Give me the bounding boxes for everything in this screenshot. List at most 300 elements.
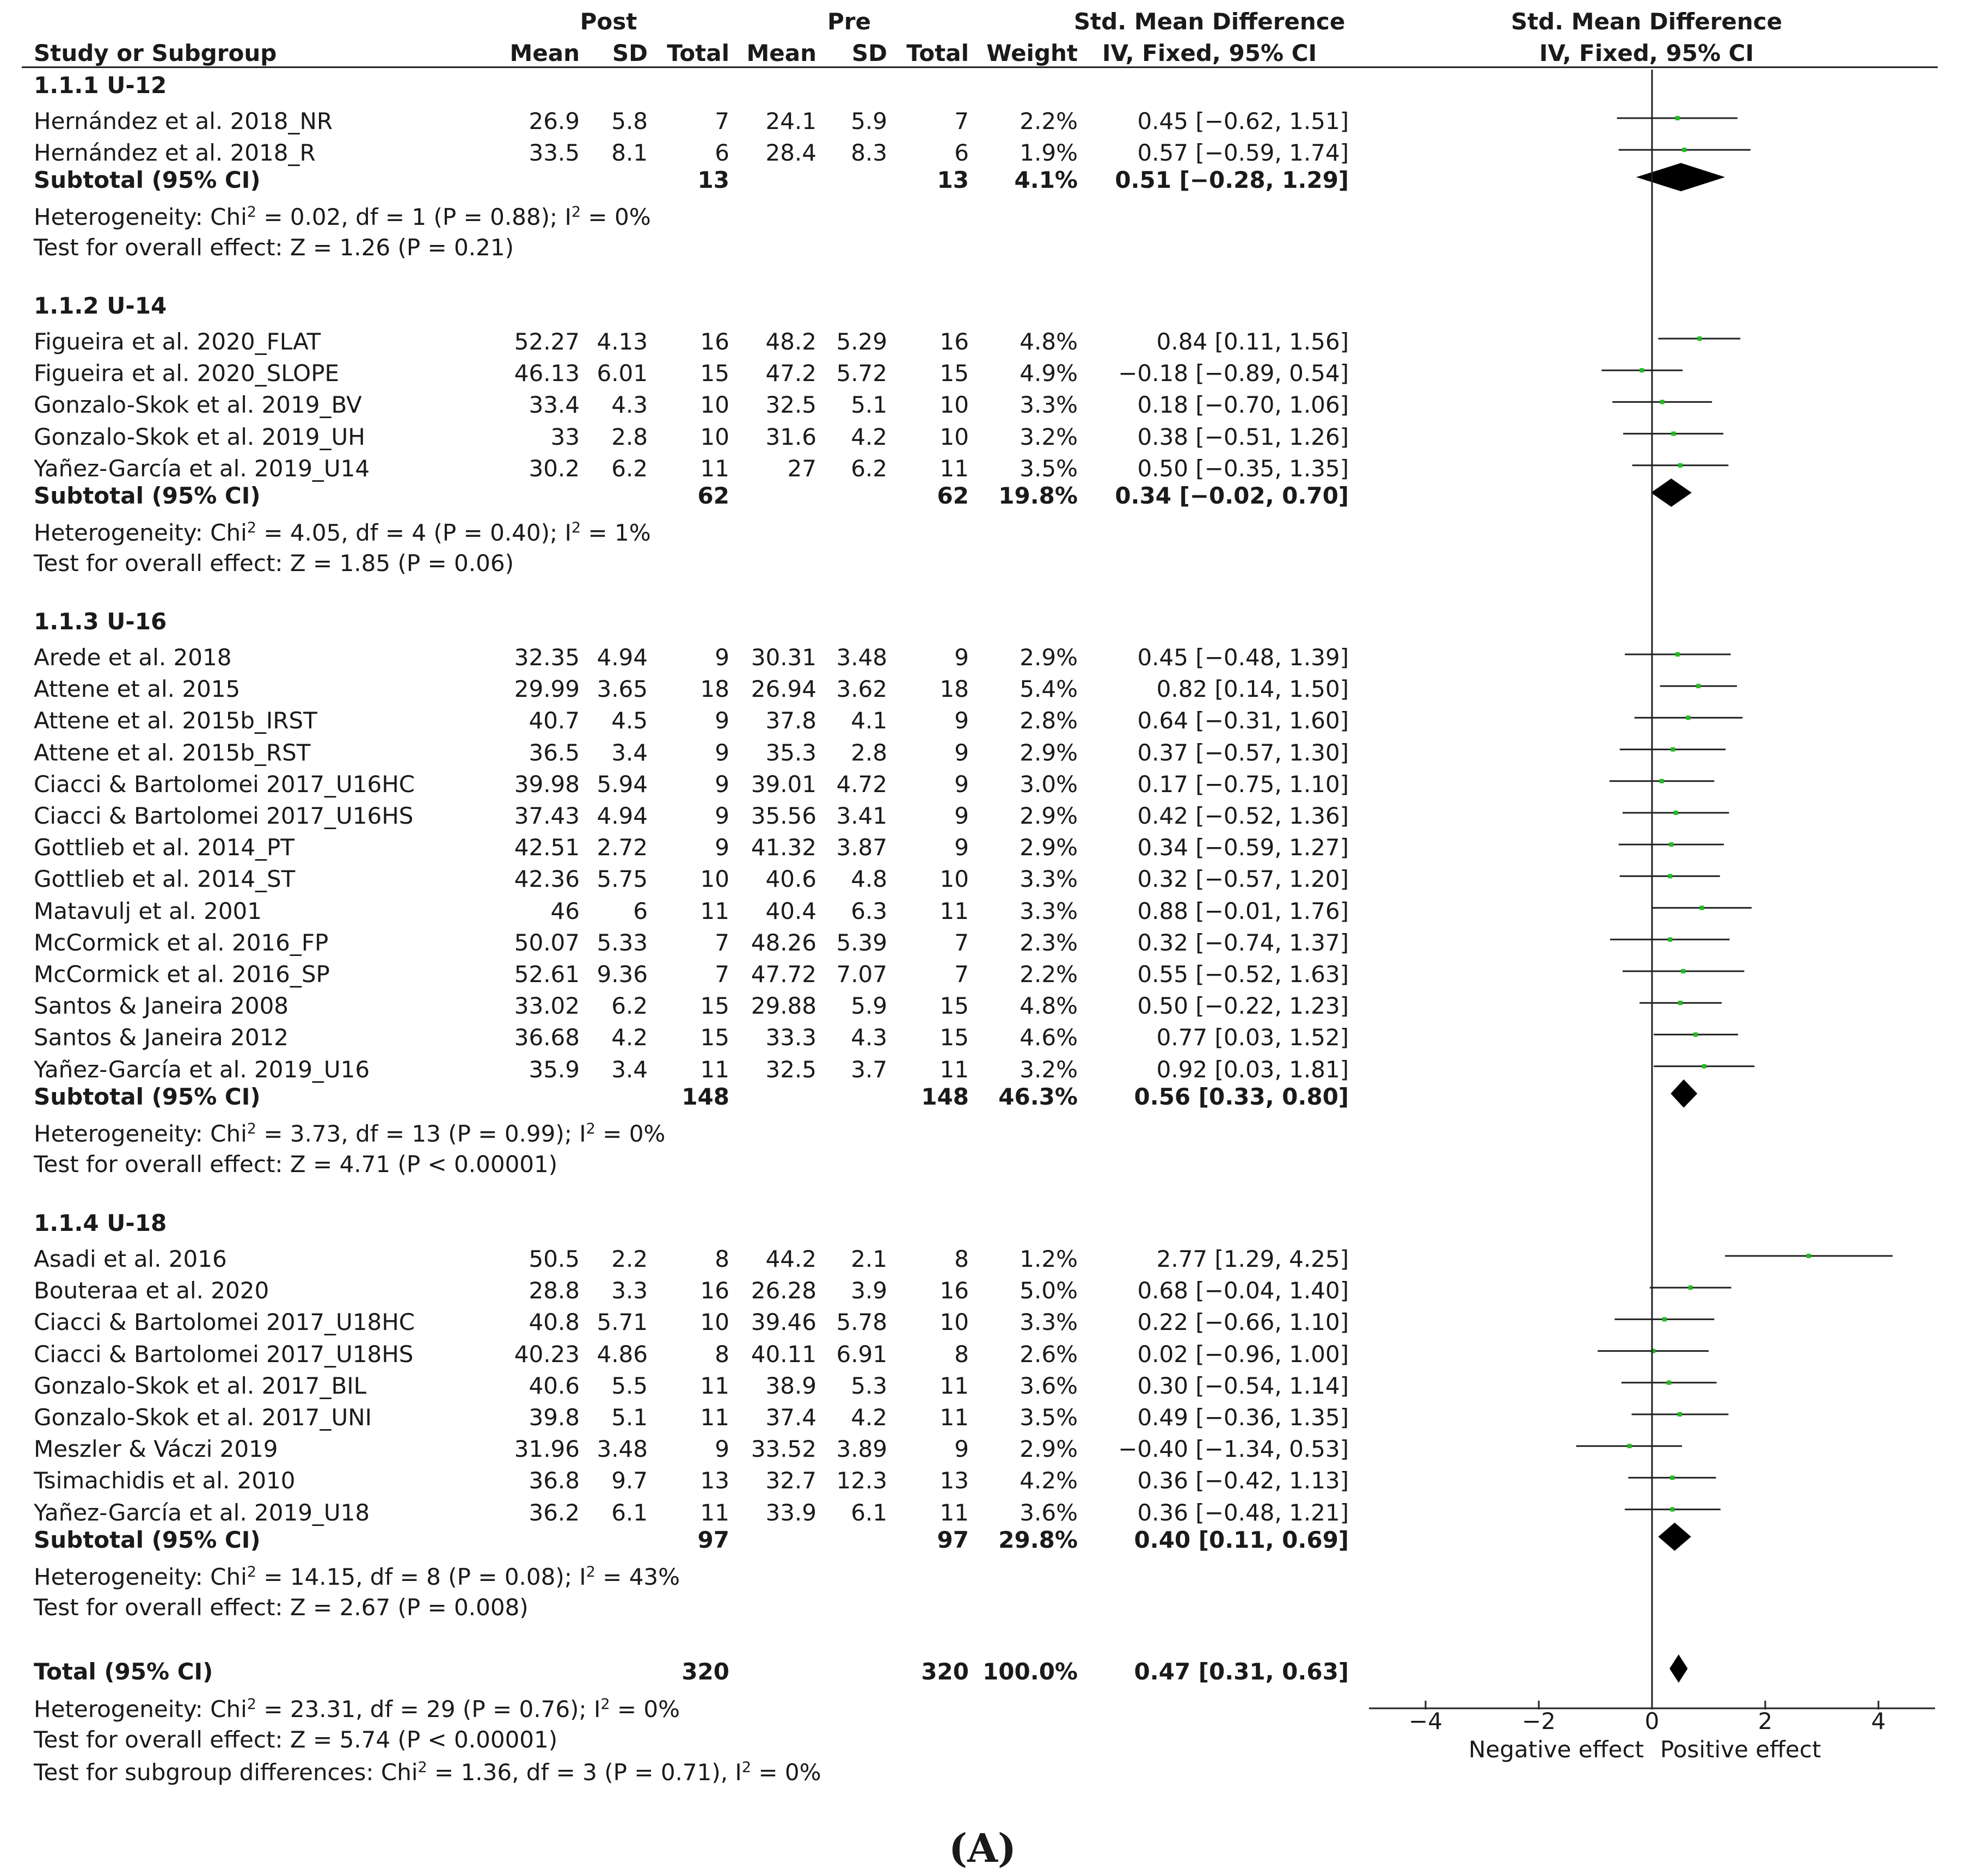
pre-total-cell: 16 xyxy=(939,1277,969,1304)
post-total-cell: 11 xyxy=(700,897,729,924)
post-mean-cell: 42.51 xyxy=(514,834,580,861)
pre-mean-cell: 41.32 xyxy=(751,834,816,861)
effect-ci-cell: 0.64 [−0.31, 1.60] xyxy=(1137,707,1349,734)
pre-mean-cell: 30.31 xyxy=(751,644,816,671)
subgroup-title: 1.1.3 U-16 xyxy=(34,608,167,635)
post-mean-cell: 50.5 xyxy=(529,1246,580,1272)
study-name: Gottlieb et al. 2014_ST xyxy=(34,866,296,893)
effect-ci-cell: 2.77 [1.29, 4.25] xyxy=(1156,1246,1349,1272)
pre-mean-cell: 35.3 xyxy=(765,739,816,766)
post-total-cell: 15 xyxy=(700,1024,729,1051)
effect-ci-cell: 0.34 [−0.59, 1.27] xyxy=(1137,834,1349,861)
post-mean-cell: 50.07 xyxy=(514,929,580,956)
study-point xyxy=(1682,148,1686,152)
subtotal-effect: 0.56 [0.33, 0.80] xyxy=(1134,1083,1349,1110)
study-point xyxy=(1660,400,1665,404)
post-sd-cell: 4.86 xyxy=(597,1340,648,1368)
pre-mean-cell: 27 xyxy=(787,455,816,482)
weight-cell: 2.9% xyxy=(1020,1436,1078,1463)
pre-total-cell: 11 xyxy=(939,1404,969,1431)
post-sd-cell: 5.5 xyxy=(611,1372,648,1399)
header-weight: Weight xyxy=(986,40,1078,66)
effect-ci-cell: 0.22 [−0.66, 1.10] xyxy=(1137,1309,1349,1336)
heterogeneity-text: Heterogeneity: Chi$^2$ = 3.73, df = 13 (P = 0.99); $I^2 = 0\%$ xyxy=(34,1120,666,1147)
heterogeneity-text: Heterogeneity: Chi$^2$ = 14.15, df = 8 (P = 0.08); $I^2 = 43\%$ xyxy=(34,1563,680,1590)
post-mean-cell: 33 xyxy=(550,423,580,450)
pre-total-cell: 16 xyxy=(939,328,969,355)
post-total-cell: 9 xyxy=(715,834,729,861)
pre-mean-cell: 33.3 xyxy=(765,1024,816,1051)
overall-effect-text: Test for overall effect: Z = 4.71 (P < 0.00001) xyxy=(34,1150,558,1178)
study-name: Attene et al. 2015b_RST xyxy=(34,739,311,766)
pre-mean-cell: 35.56 xyxy=(751,802,816,829)
post-total-cell: 11 xyxy=(700,1499,729,1526)
study-name: Ciacci & Bartolomei 2017_U18HS xyxy=(34,1340,414,1368)
weight-cell: 2.9% xyxy=(1020,802,1078,829)
figure-caption: (A) xyxy=(949,1825,1016,1871)
study-point xyxy=(1670,1507,1674,1512)
study-name: McCormick et al. 2016_FP xyxy=(34,929,329,956)
x-tick-label: 4 xyxy=(1871,1708,1886,1734)
effect-ci-cell: 0.57 [−0.59, 1.74] xyxy=(1137,139,1349,167)
effect-ci-cell: 0.50 [−0.22, 1.23] xyxy=(1137,992,1349,1020)
pre-sd-cell: 4.8 xyxy=(851,866,887,893)
subgroup-title: 1.1.1 U-12 xyxy=(34,72,167,99)
study-point xyxy=(1660,779,1664,783)
study-name: Hernández et al. 2018_R xyxy=(34,139,316,167)
header-pre-total: Total xyxy=(906,40,969,66)
post-mean-cell: 31.96 xyxy=(514,1436,580,1463)
pre-sd-cell: 2.1 xyxy=(851,1246,887,1272)
pre-mean-cell: 26.28 xyxy=(751,1277,816,1304)
pre-total-cell: 6 xyxy=(954,139,969,167)
header-pre-mean: Mean xyxy=(746,40,816,66)
subtotal-post-total: 13 xyxy=(697,167,729,194)
post-sd-cell: 5.33 xyxy=(597,929,648,956)
pre-mean-cell: 33.9 xyxy=(765,1499,816,1526)
subtotal-pre-total: 97 xyxy=(937,1526,969,1553)
pre-sd-cell: 3.62 xyxy=(836,676,887,703)
post-mean-cell: 39.98 xyxy=(514,770,580,798)
post-total-cell: 18 xyxy=(700,676,729,703)
post-mean-cell: 40.7 xyxy=(529,707,580,734)
subtotal-weight: 46.3% xyxy=(998,1083,1078,1110)
subtotal-label: Subtotal (95% CI) xyxy=(34,167,261,194)
pre-sd-cell: 5.78 xyxy=(836,1309,887,1336)
header-study: Study or Subgroup xyxy=(34,40,277,66)
post-mean-cell: 33.02 xyxy=(514,992,580,1020)
study-name: Ciacci & Bartolomei 2017_U16HC xyxy=(34,770,415,798)
effect-ci-cell: 0.84 [0.11, 1.56] xyxy=(1156,328,1349,355)
total-diamond xyxy=(1669,1654,1687,1683)
subtotal-diamond xyxy=(1671,1080,1697,1108)
weight-cell: 1.9% xyxy=(1020,139,1078,167)
study-name: Figueira et al. 2020_SLOPE xyxy=(34,360,340,387)
post-sd-cell: 4.2 xyxy=(611,1024,648,1051)
subtotal-diamond xyxy=(1651,479,1692,507)
header-smd-line1: Std. Mean Difference xyxy=(1073,8,1346,35)
post-sd-cell: 3.4 xyxy=(611,1056,648,1083)
study-point xyxy=(1671,747,1675,752)
pre-mean-cell: 28.4 xyxy=(765,139,816,167)
pre-mean-cell: 33.52 xyxy=(751,1436,816,1463)
study-name: Yañez-García et al. 2019_U18 xyxy=(34,1499,370,1526)
pre-total-cell: 9 xyxy=(954,644,969,671)
pre-mean-cell: 47.2 xyxy=(765,360,816,387)
effect-ci-cell: −0.18 [−0.89, 0.54] xyxy=(1118,360,1349,387)
subgroup-title: 1.1.2 U-14 xyxy=(34,292,167,319)
pre-mean-cell: 48.2 xyxy=(765,328,816,355)
study-point xyxy=(1678,1001,1682,1005)
pre-sd-cell: 5.39 xyxy=(836,929,887,956)
study-point xyxy=(1674,811,1678,815)
pre-total-cell: 9 xyxy=(954,739,969,766)
post-total-cell: 9 xyxy=(715,707,729,734)
post-mean-cell: 52.61 xyxy=(514,961,580,988)
subtotal-diamond xyxy=(1658,1523,1691,1551)
effect-ci-cell: 0.32 [−0.74, 1.37] xyxy=(1137,929,1349,956)
post-sd-cell: 9.7 xyxy=(611,1467,648,1494)
pre-total-cell: 15 xyxy=(939,360,969,387)
post-total-cell: 11 xyxy=(700,1056,729,1083)
total-overall-effect: Test for overall effect: Z = 5.74 (P < 0.00001) xyxy=(34,1726,558,1753)
subtotal-post-total: 62 xyxy=(697,482,729,509)
pre-sd-cell: 4.2 xyxy=(851,1404,887,1431)
pre-sd-cell: 4.72 xyxy=(836,770,887,798)
post-total-cell: 16 xyxy=(700,1277,729,1304)
post-sd-cell: 4.94 xyxy=(597,644,648,671)
pre-mean-cell: 40.4 xyxy=(765,897,816,924)
study-point xyxy=(1668,874,1672,878)
subtotal-effect: 0.40 [0.11, 0.69] xyxy=(1134,1526,1349,1553)
total-label: Total (95% CI) xyxy=(34,1658,213,1685)
study-point xyxy=(1627,1444,1631,1448)
subtotal-pre-total: 148 xyxy=(921,1083,969,1110)
header-pre-sd: SD xyxy=(851,40,887,66)
effect-ci-cell: 0.32 [−0.57, 1.20] xyxy=(1137,866,1349,893)
post-sd-cell: 6.01 xyxy=(597,360,648,387)
weight-cell: 3.6% xyxy=(1020,1372,1078,1399)
post-sd-cell: 6.2 xyxy=(611,455,648,482)
study-name: Attene et al. 2015b_IRST xyxy=(34,707,317,734)
pre-sd-cell: 12.3 xyxy=(836,1467,887,1494)
effect-ci-cell: 0.88 [−0.01, 1.76] xyxy=(1137,897,1349,924)
weight-cell: 3.0% xyxy=(1020,770,1078,798)
pre-sd-cell: 6.1 xyxy=(851,1499,887,1526)
pre-total-cell: 11 xyxy=(939,1056,969,1083)
post-mean-cell: 42.36 xyxy=(514,866,580,893)
study-name: Ciacci & Bartolomei 2017_U16HS xyxy=(34,802,414,829)
weight-cell: 2.9% xyxy=(1020,834,1078,861)
post-total-cell: 15 xyxy=(700,360,729,387)
post-total-cell: 9 xyxy=(715,644,729,671)
effect-ci-cell: 0.37 [−0.57, 1.30] xyxy=(1137,739,1349,766)
effect-ci-cell: 0.55 [−0.52, 1.63] xyxy=(1137,961,1349,988)
pre-mean-cell: 32.7 xyxy=(765,1467,816,1494)
weight-cell: 4.6% xyxy=(1020,1024,1078,1051)
pre-sd-cell: 4.1 xyxy=(851,707,887,734)
pre-total-cell: 8 xyxy=(954,1340,969,1368)
heterogeneity-text: Heterogeneity: Chi$^2$ = 0.02, df = 1 (P = 0.88); $I^2 = 0\%$ xyxy=(34,204,651,231)
post-mean-cell: 33.5 xyxy=(529,139,580,167)
header-pre-group: Pre xyxy=(827,8,871,35)
pre-total-cell: 10 xyxy=(939,423,969,450)
post-total-cell: 15 xyxy=(700,992,729,1020)
subtotal-weight: 29.8% xyxy=(998,1526,1078,1553)
post-sd-cell: 5.1 xyxy=(611,1404,648,1431)
study-point xyxy=(1702,1064,1706,1069)
subtotal-post-total: 148 xyxy=(681,1083,729,1110)
weight-cell: 3.5% xyxy=(1020,455,1078,482)
subtotal-pre-total: 13 xyxy=(937,167,969,194)
pre-sd-cell: 3.48 xyxy=(836,644,887,671)
study-name: Ciacci & Bartolomei 2017_U18HC xyxy=(34,1309,415,1336)
post-total-cell: 9 xyxy=(715,770,729,798)
pre-total-cell: 9 xyxy=(954,834,969,861)
weight-cell: 1.2% xyxy=(1020,1246,1078,1272)
study-name: Gonzalo-Skok et al. 2019_BV xyxy=(34,391,362,419)
post-total-cell: 7 xyxy=(715,929,729,956)
post-mean-cell: 28.8 xyxy=(529,1277,580,1304)
post-mean-cell: 36.2 xyxy=(529,1499,580,1526)
x-tick-label: 2 xyxy=(1758,1708,1773,1734)
effect-ci-cell: 0.50 [−0.35, 1.35] xyxy=(1137,455,1349,482)
post-sd-cell: 4.5 xyxy=(611,707,648,734)
post-sd-cell: 4.3 xyxy=(611,391,648,419)
effect-ci-cell: 0.45 [−0.62, 1.51] xyxy=(1137,108,1349,134)
weight-cell: 3.2% xyxy=(1020,1056,1078,1083)
weight-cell: 2.6% xyxy=(1020,1340,1078,1368)
pre-mean-cell: 37.4 xyxy=(765,1404,816,1431)
weight-cell: 4.8% xyxy=(1020,328,1078,355)
effect-ci-cell: 0.36 [−0.42, 1.13] xyxy=(1137,1467,1349,1494)
post-sd-cell: 5.71 xyxy=(597,1309,648,1336)
study-name: Hernández et al. 2018_NR xyxy=(34,108,333,134)
study-name: Gonzalo-Skok et al. 2019_UH xyxy=(34,423,365,450)
weight-cell: 3.2% xyxy=(1020,423,1078,450)
post-total-cell: 11 xyxy=(700,1404,729,1431)
subtotal-post-total: 97 xyxy=(697,1526,729,1553)
subtotal-label: Subtotal (95% CI) xyxy=(34,1526,261,1553)
post-sd-cell: 9.36 xyxy=(597,961,648,988)
post-mean-cell: 30.2 xyxy=(529,455,580,482)
pre-total-cell: 9 xyxy=(954,770,969,798)
pre-mean-cell: 32.5 xyxy=(765,391,816,419)
overall-effect-text: Test for overall effect: Z = 2.67 (P = 0.008) xyxy=(34,1593,529,1621)
post-mean-cell: 40.23 xyxy=(514,1340,580,1368)
post-sd-cell: 2.72 xyxy=(597,834,648,861)
study-point xyxy=(1667,1381,1671,1385)
post-sd-cell: 4.94 xyxy=(597,802,648,829)
heterogeneity-text: Heterogeneity: Chi$^2$ = 4.05, df = 4 (P = 0.40); $I^2 = 1\%$ xyxy=(34,519,651,546)
pre-sd-cell: 6.2 xyxy=(851,455,887,482)
axis-negative-label: Negative effect xyxy=(1468,1736,1644,1763)
study-name: Santos & Janeira 2012 xyxy=(34,1024,289,1051)
pre-total-cell: 8 xyxy=(954,1246,969,1272)
pre-total-cell: 18 xyxy=(939,676,969,703)
weight-cell: 3.3% xyxy=(1020,391,1078,419)
pre-total-cell: 10 xyxy=(939,866,969,893)
post-sd-cell: 6 xyxy=(633,897,648,924)
pre-sd-cell: 3.41 xyxy=(836,802,887,829)
pre-mean-cell: 37.8 xyxy=(765,707,816,734)
study-name: Gonzalo-Skok et al. 2017_BIL xyxy=(34,1372,367,1399)
subtotal-diamond xyxy=(1636,163,1725,191)
x-tick-label: −2 xyxy=(1522,1708,1556,1734)
weight-cell: 4.8% xyxy=(1020,992,1078,1020)
subtotal-effect: 0.34 [−0.02, 0.70] xyxy=(1115,482,1349,509)
pre-mean-cell: 39.46 xyxy=(751,1309,816,1336)
pre-sd-cell: 5.29 xyxy=(836,328,887,355)
pre-mean-cell: 38.9 xyxy=(765,1372,816,1399)
post-mean-cell: 39.8 xyxy=(529,1404,580,1431)
weight-cell: 3.3% xyxy=(1020,1309,1078,1336)
pre-total-cell: 10 xyxy=(939,391,969,419)
post-total-cell: 10 xyxy=(700,391,729,419)
study-point xyxy=(1686,715,1691,720)
pre-sd-cell: 2.8 xyxy=(851,739,887,766)
header-plot-line1: Std. Mean Difference xyxy=(1510,8,1783,35)
pre-total-cell: 15 xyxy=(939,992,969,1020)
post-mean-cell: 33.4 xyxy=(529,391,580,419)
weight-cell: 2.8% xyxy=(1020,707,1078,734)
total-weight: 100.0% xyxy=(982,1658,1078,1685)
post-total-cell: 7 xyxy=(715,961,729,988)
effect-ci-cell: 0.36 [−0.48, 1.21] xyxy=(1137,1499,1349,1526)
post-total-cell: 9 xyxy=(715,802,729,829)
header-post-group: Post xyxy=(580,8,637,35)
effect-ci-cell: 0.02 [−0.96, 1.00] xyxy=(1137,1340,1349,1368)
pre-total-cell: 7 xyxy=(954,108,969,134)
pre-total-cell: 7 xyxy=(954,961,969,988)
weight-cell: 2.3% xyxy=(1020,929,1078,956)
pre-mean-cell: 40.11 xyxy=(751,1340,816,1368)
x-tick-label: 0 xyxy=(1644,1708,1660,1734)
study-name: Gottlieb et al. 2014_PT xyxy=(34,834,295,861)
post-total-cell: 11 xyxy=(700,455,729,482)
post-mean-cell: 32.35 xyxy=(514,644,580,671)
effect-ci-cell: 0.82 [0.14, 1.50] xyxy=(1156,676,1349,703)
subtotal-label: Subtotal (95% CI) xyxy=(34,482,261,509)
pre-mean-cell: 32.5 xyxy=(765,1056,816,1083)
post-sd-cell: 6.1 xyxy=(611,1499,648,1526)
post-total-cell: 13 xyxy=(700,1467,729,1494)
total-effect: 0.47 [0.31, 0.63] xyxy=(1134,1658,1349,1685)
pre-total-cell: 10 xyxy=(939,1309,969,1336)
pre-total-cell: 11 xyxy=(939,897,969,924)
pre-total-cell: 13 xyxy=(939,1467,969,1494)
study-point xyxy=(1670,1475,1674,1480)
weight-cell: 3.3% xyxy=(1020,866,1078,893)
pre-total-cell: 11 xyxy=(939,1499,969,1526)
study-point xyxy=(1672,432,1676,436)
weight-cell: 2.9% xyxy=(1020,644,1078,671)
pre-total-cell: 15 xyxy=(939,1024,969,1051)
pre-sd-cell: 3.89 xyxy=(836,1436,887,1463)
pre-mean-cell: 39.01 xyxy=(751,770,816,798)
pre-mean-cell: 24.1 xyxy=(765,108,816,134)
study-point xyxy=(1678,463,1682,468)
study-name: Meszler & Váczi 2019 xyxy=(34,1436,278,1463)
post-sd-cell: 5.94 xyxy=(597,770,648,798)
study-point xyxy=(1696,684,1700,688)
subgroup-difference-text: Test for subgroup differences: Chi$^2$ = 1.36, df = 3 (P = 0.71), $I^2 = 0\%$ xyxy=(34,1759,821,1786)
subtotal-weight: 19.8% xyxy=(998,482,1078,509)
effect-ci-cell: 0.45 [−0.48, 1.39] xyxy=(1137,644,1349,671)
weight-cell: 4.9% xyxy=(1020,360,1078,387)
post-mean-cell: 40.6 xyxy=(529,1372,580,1399)
post-total-cell: 8 xyxy=(715,1340,729,1368)
pre-sd-cell: 5.1 xyxy=(851,391,887,419)
weight-cell: 2.9% xyxy=(1020,739,1078,766)
post-mean-cell: 36.5 xyxy=(529,739,580,766)
post-total-cell: 11 xyxy=(700,1372,729,1399)
effect-ci-cell: 0.68 [−0.04, 1.40] xyxy=(1137,1277,1349,1304)
effect-ci-cell: 0.49 [−0.36, 1.35] xyxy=(1137,1404,1349,1431)
post-sd-cell: 2.8 xyxy=(611,423,648,450)
subtotal-label: Subtotal (95% CI) xyxy=(34,1083,261,1110)
weight-cell: 3.3% xyxy=(1020,897,1078,924)
study-name: Figueira et al. 2020_FLAT xyxy=(34,328,321,355)
post-mean-cell: 40.8 xyxy=(529,1309,580,1336)
total-pre-n: 320 xyxy=(921,1658,969,1685)
study-point xyxy=(1688,1285,1693,1290)
post-mean-cell: 29.99 xyxy=(514,676,580,703)
pre-mean-cell: 48.26 xyxy=(751,929,816,956)
effect-ci-cell: 0.38 [−0.51, 1.26] xyxy=(1137,423,1349,450)
study-point xyxy=(1678,1412,1682,1417)
study-name: Yañez-García et al. 2019_U16 xyxy=(34,1056,370,1083)
post-sd-cell: 3.4 xyxy=(611,739,648,766)
pre-total-cell: 9 xyxy=(954,1436,969,1463)
pre-sd-cell: 5.9 xyxy=(851,992,887,1020)
pre-mean-cell: 31.6 xyxy=(765,423,816,450)
post-total-cell: 6 xyxy=(715,139,729,167)
pre-mean-cell: 47.72 xyxy=(751,961,816,988)
study-name: Gonzalo-Skok et al. 2017_UNI xyxy=(34,1404,372,1431)
post-total-cell: 10 xyxy=(700,866,729,893)
subgroup-title: 1.1.4 U-18 xyxy=(34,1210,167,1236)
weight-cell: 5.4% xyxy=(1020,676,1078,703)
overall-effect-text: Test for overall effect: Z = 1.26 (P = 0.21) xyxy=(34,234,514,261)
header-plot-line2: IV, Fixed, 95% CI xyxy=(1539,40,1754,66)
pre-total-cell: 9 xyxy=(954,802,969,829)
effect-ci-cell: 0.18 [−0.70, 1.06] xyxy=(1137,391,1349,419)
header-post-sd: SD xyxy=(612,40,648,66)
post-total-cell: 16 xyxy=(700,328,729,355)
study-point xyxy=(1675,652,1680,657)
pre-sd-cell: 8.3 xyxy=(851,139,887,167)
weight-cell: 3.6% xyxy=(1020,1499,1078,1526)
weight-cell: 4.2% xyxy=(1020,1467,1078,1494)
study-point xyxy=(1697,336,1702,341)
header-post-total: Total xyxy=(667,40,729,66)
post-mean-cell: 36.8 xyxy=(529,1467,580,1494)
pre-sd-cell: 3.9 xyxy=(851,1277,887,1304)
study-name: McCormick et al. 2016_SP xyxy=(34,961,330,988)
post-sd-cell: 8.1 xyxy=(611,139,648,167)
pre-mean-cell: 26.94 xyxy=(751,676,816,703)
study-name: Yañez-García et al. 2019_U14 xyxy=(34,455,370,482)
axis-positive-label: Positive effect xyxy=(1660,1736,1821,1763)
header-smd-line2: IV, Fixed, 95% CI xyxy=(1102,40,1317,66)
study-name: Asadi et al. 2016 xyxy=(34,1246,227,1272)
post-total-cell: 7 xyxy=(715,108,729,134)
subtotal-weight: 4.1% xyxy=(1014,167,1078,194)
post-sd-cell: 5.8 xyxy=(611,108,648,134)
pre-total-cell: 11 xyxy=(939,1372,969,1399)
effect-ci-cell: 0.77 [0.03, 1.52] xyxy=(1156,1024,1349,1051)
